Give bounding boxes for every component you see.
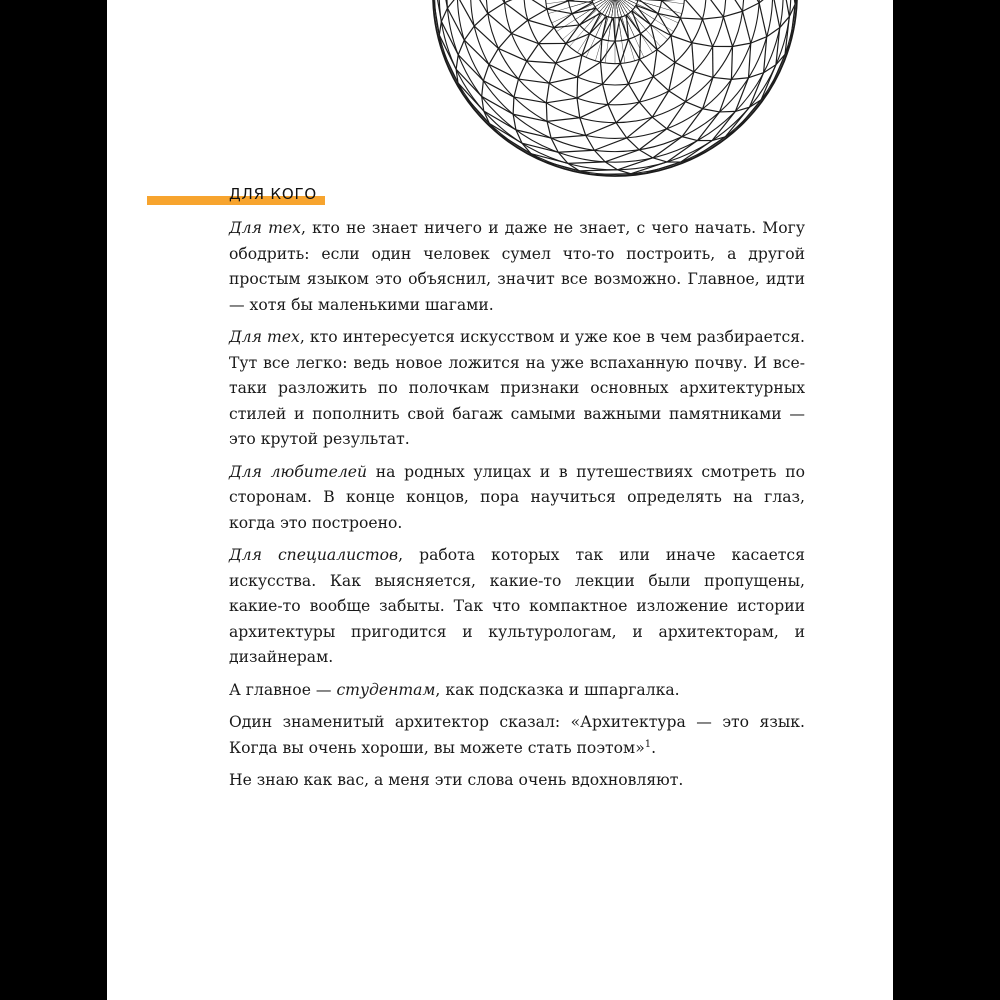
dome-strut [580,118,586,136]
body-text [229,216,805,801]
footnote-marker[interactable]: 1 [644,738,652,750]
dome-strut [653,77,669,91]
dome-strut [547,121,551,138]
dome-strut [511,20,527,33]
dome-strut [759,3,767,37]
dome-apex-strut [615,0,638,1]
dome-strut [639,150,653,158]
dome-strut [527,61,556,63]
dome-strut [594,150,605,162]
dome-strut [592,174,631,175]
dome-strut [628,84,639,102]
dome-strut [682,109,703,137]
dome-strut [577,98,580,118]
dome-strut [783,0,790,17]
dome-strut [505,0,524,3]
dome-strut [640,59,654,76]
dome-strut [731,46,732,79]
dome-strut [671,36,675,63]
dome-strut [723,11,742,17]
dome-strut [549,77,577,83]
dome-strut [735,78,748,112]
dome-strut [572,8,596,13]
dome-strut [528,20,554,28]
dome-strut [694,72,713,78]
paragraph-beginners: Для тех, кто не знает ничего и даже не знает, с чего начать. Могу ободрить: если один человек сумел что-то построить, а другой простым языком это объяснил, значит все возможно. Главное, идти — хотя бы маленькими шагами. [229,219,805,314]
dome-strut [456,55,458,70]
dome-strut [518,61,526,79]
dome-strut [586,123,616,136]
dome-strut [736,100,761,130]
dome-strut [789,0,796,4]
book-page [107,0,893,1000]
dome-apex-strut [615,0,625,63]
paragraph-closing: Не знаю как вас, а меня эти слова очень вдохновляют. [229,771,684,789]
dome-strut [488,3,505,14]
dome-strut [761,90,770,100]
dome-strut [586,135,595,150]
dome-strut [640,34,641,60]
dome-strut [458,40,464,55]
dome-strut [527,44,539,61]
dome-strut [498,33,511,48]
dome-strut [577,77,578,98]
dome-strut [652,117,666,129]
dome-strut [600,62,602,84]
paragraph-amateurs: Для любителей на родных улицах и в путешествиях смотреть по сторонам. В конце концов, пора научиться определять на глаз, когда это построено. [229,462,806,532]
dome-strut [628,39,639,59]
section-heading: ДЛЯ КОГО [229,185,317,203]
paragraph-art-interested: Для тех, кто интересуется искусством и уже кое в чем разбирается. Тут все легко: ведь новое ложится на уже вспаханную почву. И все-таки разложить по полочкам признаки основных архитектурных стилей и пополнить свой багаж самыми важными памятниками — это крутой результат. [229,328,806,448]
dome-strut [577,84,603,98]
dome-strut [441,0,448,8]
dome-strut [733,43,751,46]
dome-strut [542,161,579,171]
dome-strut [615,17,620,41]
paragraph-specialists: Для специалистов, работа которых так или иначе касается искусства. Как выясняется, какие-то лекции были пропущены, какие-то вообще забыты. Так что компактное изложение истории архитектуры пригодится и культурологам, и архитекторам, и дизайнерам. [229,546,805,666]
dome-strut [639,102,652,117]
dome-strut [546,103,547,122]
dome-strut [474,26,498,48]
dome-strut [547,118,580,122]
dome-strut [653,50,657,77]
dome-strut [702,17,723,19]
dome-strut [692,43,713,47]
dome-strut [720,111,736,112]
dome-strut [713,77,731,79]
dome-strut [627,138,639,150]
dome-strut [580,105,608,118]
paragraph-students: А главное — студентам, как подсказка и шпаргалка. [229,680,680,699]
dome-strut [464,26,474,40]
dome-strut [608,105,616,123]
dome-apex-strut [592,0,615,1]
dome-strut [558,150,594,152]
dome-strut [603,84,608,104]
dome-strut [483,81,514,97]
dome-strut [447,0,457,8]
dome-strut [743,3,760,11]
dome-strut [546,83,549,103]
dome-apex-strut [615,0,625,16]
dome-strut [605,162,617,170]
dome-strut [703,109,720,112]
dome-strut [482,81,484,97]
dome-strut [603,63,621,84]
dome-strut [684,0,702,19]
dome-strut [483,64,489,80]
dome-strut [594,138,626,150]
dome-strut [549,63,556,83]
dome-strut [662,0,685,1]
dome-apex-strut [605,0,615,16]
dome-strut [620,63,628,84]
dome-strut [471,0,488,13]
dome-strut [706,0,723,17]
dome-strut [615,41,620,63]
dome-strut [702,19,712,46]
dome-strut [578,62,601,77]
dome-strut [513,97,514,114]
paragraph-quote: Один знаменитый архитектор сказал: «Архитектура — это язык. Когда вы очень хороши, вы можете стать поэтом»$^1$. [229,713,805,757]
dome-strut [489,48,498,64]
dome-strut [524,0,547,9]
dome-strut [441,8,447,21]
dome-strut [578,55,582,77]
dome-strut [546,98,577,103]
dome-strut [439,21,441,35]
dome-strut [685,102,702,109]
dome-strut [725,0,742,11]
dome-strut [723,17,732,47]
dome-strut [474,13,488,26]
dome-strut [528,9,547,20]
dome-strut [628,59,639,84]
dome-strut [608,84,629,105]
dome-strut [487,0,504,3]
dome-strut [539,28,554,44]
dome-strut [692,43,694,72]
dome-strut [551,135,586,138]
dome-strut [682,137,697,141]
dome-strut [514,79,519,97]
dome-strut [773,0,780,28]
dome-strut [458,83,484,111]
dome-lattice [433,0,797,176]
dome-strut [546,0,569,1]
dome-strut [653,158,667,162]
dome-strut [742,0,759,3]
dome-strut [667,129,682,137]
dome-strut [617,170,630,174]
dome-strut [669,91,686,102]
dome-strut [743,11,751,43]
dome-strut [568,162,605,163]
geodesic-dome-illustration [425,0,805,178]
dome-strut [657,50,675,63]
dome-strut [731,78,748,80]
dome-strut [616,123,627,138]
dome-strut [579,170,617,171]
dome-strut [680,18,702,19]
dome-strut [759,0,772,3]
dome-strut [675,62,694,71]
dome-strut [662,1,681,19]
